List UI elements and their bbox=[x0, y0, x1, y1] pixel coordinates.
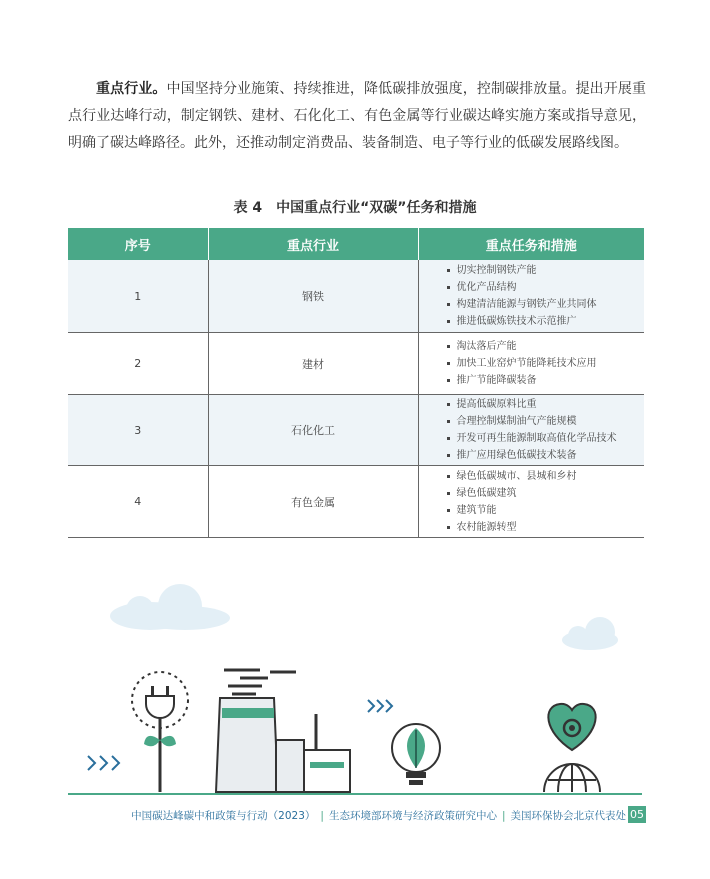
measure-item: 绿色低碳城市、县城和乡村 bbox=[457, 468, 645, 485]
factory-icon bbox=[216, 670, 350, 792]
row-industry: 建材 bbox=[208, 333, 418, 395]
row-no: 3 bbox=[68, 395, 208, 466]
measure-item: 推广应用绿色低碳技术装备 bbox=[457, 447, 645, 464]
measure-item: 绿色低碳建筑 bbox=[457, 485, 645, 502]
header-no: 序号 bbox=[68, 228, 208, 260]
measure-item: 加快工业窑炉节能降耗技术应用 bbox=[457, 355, 645, 372]
body-paragraph bbox=[68, 76, 646, 157]
row-industry: 石化化工 bbox=[208, 395, 418, 466]
measure-item: 建筑节能 bbox=[457, 502, 645, 519]
measure-item: 合理控制煤制油气产能规模 bbox=[457, 413, 645, 430]
table-header-row bbox=[68, 228, 644, 260]
row-no: 2 bbox=[68, 333, 208, 395]
measure-item: 提高低碳原料比重 bbox=[457, 396, 645, 413]
row-no: 1 bbox=[68, 260, 208, 333]
page-number: 05 bbox=[630, 808, 644, 821]
table-row bbox=[68, 260, 644, 333]
measure-item: 开发可再生能源制取高值化学品技术 bbox=[457, 430, 645, 447]
measure-item: 优化产品结构 bbox=[457, 279, 645, 296]
plug-icon bbox=[132, 672, 188, 792]
paragraph-body: 中国坚持分业施策、持续推进，降低碳排放强度，控制碳排放量。提出开展重点行业达峰行动，制定钢铁、建材、石化化工、有色金属等行业碳达峰实施方案或指导意见，明确了碳达峰路径。此外，还推动制定消费品、装备制造、电子等行业的低碳发展路线图。 bbox=[68, 81, 647, 151]
cloud-icon bbox=[110, 584, 230, 630]
cloud-icon bbox=[562, 617, 618, 650]
measures-table bbox=[68, 228, 644, 538]
footer-org-1: 生态环境部环境与经济政策研究中心 bbox=[328, 810, 497, 822]
row-industry: 钢铁 bbox=[208, 260, 418, 333]
footer-separator: | bbox=[320, 810, 324, 822]
leaf-bulb-icon bbox=[392, 724, 440, 785]
chevron-arrows-icon bbox=[88, 756, 119, 770]
footer-title: 中国碳达峰碳中和政策与行动（2023） bbox=[131, 810, 316, 822]
table-row bbox=[68, 395, 644, 466]
page-footer bbox=[0, 808, 652, 823]
measure-item: 构建清洁能源与钢铁产业共同体 bbox=[457, 296, 645, 313]
header-industry: 重点行业 bbox=[208, 228, 418, 260]
chevron-arrows-icon bbox=[368, 700, 392, 712]
row-measures bbox=[418, 333, 644, 395]
row-industry: 有色金属 bbox=[208, 466, 418, 538]
table-row bbox=[68, 333, 644, 395]
row-no: 4 bbox=[68, 466, 208, 538]
footer-separator: | bbox=[501, 810, 506, 822]
decorative-illustration bbox=[0, 580, 710, 802]
measure-item: 切实控制钢铁产能 bbox=[457, 262, 645, 279]
table-row bbox=[68, 466, 644, 538]
footer-org-2: 美国环保协会北京代表处 bbox=[510, 810, 626, 822]
row-measures bbox=[418, 395, 644, 466]
table-caption: 表 4 中国重点行业“双碳”任务和措施 bbox=[233, 200, 477, 216]
header-measures: 重点任务和措施 bbox=[418, 228, 644, 260]
measure-item: 淘汰落后产能 bbox=[457, 338, 645, 355]
measure-item: 农村能源转型 bbox=[457, 519, 645, 536]
heart-gear-globe-icon bbox=[544, 704, 600, 792]
measure-item: 推广节能降碳装备 bbox=[457, 372, 645, 389]
measure-item: 推进低碳炼铁技术示范推广 bbox=[457, 313, 645, 330]
row-measures bbox=[418, 466, 644, 538]
paragraph-lead: 重点行业。 bbox=[96, 81, 167, 97]
row-measures bbox=[418, 260, 644, 333]
